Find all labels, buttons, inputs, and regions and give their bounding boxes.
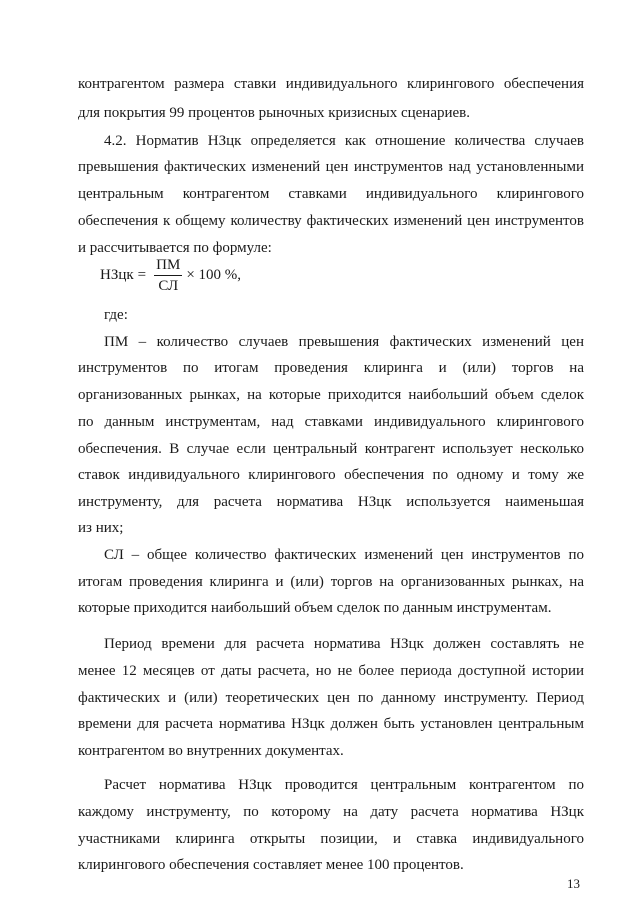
text-line: итогам проведения клиринга и (или) торгов на организованных рынках, на	[78, 574, 584, 590]
text-line: которые приходится наибольший объем сделок по данным инструментам.	[78, 600, 552, 616]
where-label: где:	[104, 307, 128, 323]
formula-fraction	[154, 255, 182, 296]
formula-lhs: НЗцк	[100, 266, 134, 283]
text-line: инструменту, для расчета норматива НЗцк используется наименьшая	[78, 494, 584, 510]
section-4-2-first-line: 4.2. Норматив НЗцк определяется как отношение количества случаев	[104, 133, 584, 149]
formula-numerator: ПМ	[154, 255, 182, 276]
formula-rhs: × 100 %,	[186, 266, 242, 283]
text-line: обеспечения. В случае если центральный контрагент использует несколько	[78, 441, 584, 457]
period-first-line: Период времени для расчета норматива НЗцк должен составлять не	[104, 636, 584, 652]
text-line: ставок индивидуального клирингового обеспечения по одному и тому же	[78, 467, 584, 483]
page-number: 13	[567, 876, 580, 891]
text-line: контрагентом размера ставки индивидуального клирингового обеспечения	[78, 76, 584, 92]
text-line: обеспечения к общему количеству фактических изменений цен инструментов	[78, 213, 584, 229]
text-line: времени для расчета норматива НЗцк должен быть установлен центральным	[78, 716, 584, 732]
text-line: участниками клиринга открыты позиции, и ставка индивидуального	[78, 831, 584, 847]
text-line: из них;	[78, 520, 124, 536]
sl-definition-first-line: СЛ – общее количество фактических изменений цен инструментов по	[104, 547, 584, 563]
text-line: организованных рынках, на которые приходится наибольший объем сделок	[78, 387, 584, 403]
text-line: превышения фактических изменений цен инструментов над установленными	[78, 159, 584, 175]
text-line: и рассчитывается по формуле:	[78, 240, 272, 256]
text-line: каждому инструменту, по которому на дату расчета норматива НЗцк	[78, 804, 584, 820]
text-line: клирингового обеспечения составляет менее 100 процентов.	[78, 857, 464, 873]
text-line: для покрытия 99 процентов рыночных кризисных сценариев.	[78, 105, 471, 121]
text-line: фактических и (или) теоретических цен по данному инструменту. Период	[78, 690, 584, 706]
text-line: инструментов по итогам проведения клиринга и (или) торгов на	[78, 360, 584, 376]
text-line: центральным контрагентом ставками индивидуального клирингового	[78, 186, 584, 202]
formula-denominator: СЛ	[158, 277, 179, 294]
formula-equals: =	[137, 266, 147, 283]
text-line: контрагентом во внутренних документах.	[78, 743, 344, 759]
text-line: по данным инструментам, над ставками индивидуального клирингового	[78, 414, 584, 430]
calc-first-line: Расчет норматива НЗцк проводится центральным контрагентом по	[104, 777, 584, 793]
text-line: менее 12 месяцев от даты расчета, но не более периода доступной истории	[78, 663, 584, 679]
formula	[100, 252, 241, 298]
pm-definition-first-line: ПМ – количество случаев превышения фактических изменений цен	[104, 334, 584, 350]
